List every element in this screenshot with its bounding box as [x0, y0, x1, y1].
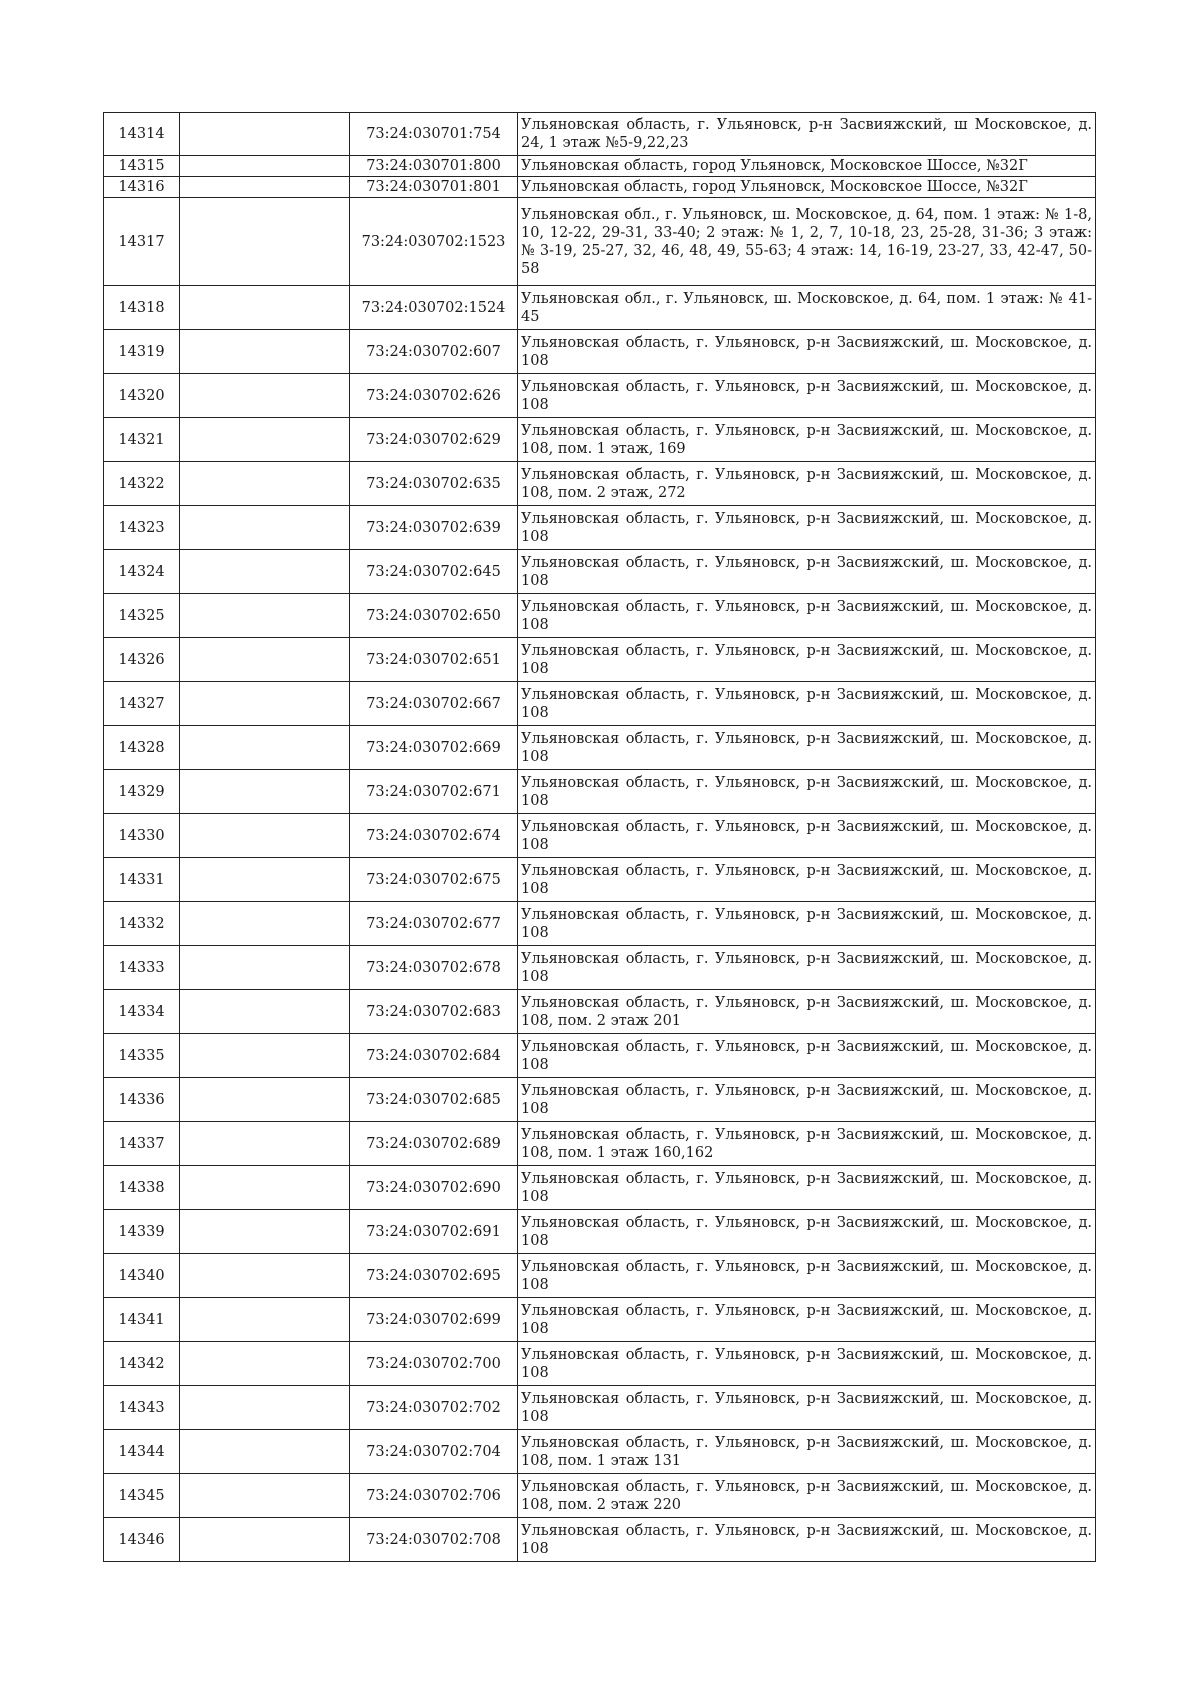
table-row: [104, 1342, 1096, 1386]
owner-cell: [180, 814, 350, 858]
row-number-cell: 14317: [104, 198, 180, 286]
cadastral-number-cell: 73:24:030702:699: [350, 1298, 518, 1342]
table-row: [104, 682, 1096, 726]
table-row: [104, 1122, 1096, 1166]
address-cell: Ульяновская область, г. Ульяновск, р-н Засвияжский, ш. Московское, д. 108: [518, 682, 1096, 726]
cadastral-number-cell: 73:24:030701:801: [350, 177, 518, 198]
cadastral-number-cell: 73:24:030702:1524: [350, 286, 518, 330]
row-number-cell: 14344: [104, 1430, 180, 1474]
table-row: [104, 198, 1096, 286]
cadastral-number-cell: 73:24:030702:706: [350, 1474, 518, 1518]
cadastral-number-cell: 73:24:030702:635: [350, 462, 518, 506]
table-row: [104, 156, 1096, 177]
row-number-cell: 14327: [104, 682, 180, 726]
row-number-cell: 14321: [104, 418, 180, 462]
address-cell: Ульяновская область, г. Ульяновск, р-н Засвияжский, ш. Московское, д. 108, пом. 1 этаж 160,162: [518, 1122, 1096, 1166]
row-number-cell: 14315: [104, 156, 180, 177]
cadastral-number-cell: 73:24:030702:675: [350, 858, 518, 902]
row-number-cell: 14322: [104, 462, 180, 506]
row-number-cell: 14345: [104, 1474, 180, 1518]
row-number-cell: 14337: [104, 1122, 180, 1166]
table-row: [104, 594, 1096, 638]
cadastral-number-cell: 73:24:030702:689: [350, 1122, 518, 1166]
cadastral-number-cell: 73:24:030702:702: [350, 1386, 518, 1430]
owner-cell: [180, 1122, 350, 1166]
owner-cell: [180, 858, 350, 902]
row-number-cell: 14342: [104, 1342, 180, 1386]
row-number-cell: 14329: [104, 770, 180, 814]
cadastral-number-cell: 73:24:030702:671: [350, 770, 518, 814]
table-row: [104, 506, 1096, 550]
owner-cell: [180, 506, 350, 550]
cadastral-number-cell: 73:24:030702:695: [350, 1254, 518, 1298]
table-row: [104, 1254, 1096, 1298]
cadastral-number-cell: 73:24:030702:645: [350, 550, 518, 594]
address-cell: Ульяновская область, г. Ульяновск, р-н Засвияжский, ш Московское, д. 24, 1 этаж №5-9,22,23: [518, 113, 1096, 156]
address-cell: Ульяновская область, г. Ульяновск, р-н Засвияжский, ш. Московское, д. 108, пом. 2 этаж, 272: [518, 462, 1096, 506]
table-row: [104, 638, 1096, 682]
owner-cell: [180, 1342, 350, 1386]
cadastral-number-cell: 73:24:030702:708: [350, 1518, 518, 1562]
cadastral-number-cell: 73:24:030702:669: [350, 726, 518, 770]
address-cell: Ульяновская область, г. Ульяновск, р-н Засвияжский, ш. Московское, д. 108: [518, 330, 1096, 374]
row-number-cell: 14318: [104, 286, 180, 330]
cadastral-number-cell: 73:24:030702:685: [350, 1078, 518, 1122]
owner-cell: [180, 1298, 350, 1342]
row-number-cell: 14338: [104, 1166, 180, 1210]
table-row: [104, 177, 1096, 198]
owner-cell: [180, 1474, 350, 1518]
address-cell: Ульяновская область, город Ульяновск, Московское Шоссе, №32Г: [518, 177, 1096, 198]
row-number-cell: 14333: [104, 946, 180, 990]
owner-cell: [180, 770, 350, 814]
row-number-cell: 14323: [104, 506, 180, 550]
row-number-cell: 14340: [104, 1254, 180, 1298]
address-cell: Ульяновская область, г. Ульяновск, р-н Засвияжский, ш. Московское, д. 108: [518, 1034, 1096, 1078]
row-number-cell: 14316: [104, 177, 180, 198]
cadastral-number-cell: 73:24:030702:651: [350, 638, 518, 682]
owner-cell: [180, 113, 350, 156]
cadastral-number-cell: 73:24:030702:691: [350, 1210, 518, 1254]
row-number-cell: 14336: [104, 1078, 180, 1122]
owner-cell: [180, 1386, 350, 1430]
table-row: [104, 286, 1096, 330]
cadastral-number-cell: 73:24:030702:1523: [350, 198, 518, 286]
row-number-cell: 14325: [104, 594, 180, 638]
owner-cell: [180, 1078, 350, 1122]
table-row: [104, 113, 1096, 156]
cadastral-number-cell: 73:24:030702:650: [350, 594, 518, 638]
address-cell: Ульяновская область, г. Ульяновск, р-н Засвияжский, ш. Московское, д. 108: [518, 1254, 1096, 1298]
table-row: [104, 902, 1096, 946]
owner-cell: [180, 1254, 350, 1298]
address-cell: Ульяновская область, г. Ульяновск, р-н Засвияжский, ш. Московское, д. 108: [518, 374, 1096, 418]
owner-cell: [180, 286, 350, 330]
table-row: [104, 1430, 1096, 1474]
address-cell: Ульяновская обл., г. Ульяновск, ш. Московское, д. 64, пом. 1 этаж: № 41-45: [518, 286, 1096, 330]
table-row: [104, 770, 1096, 814]
owner-cell: [180, 726, 350, 770]
address-cell: Ульяновская область, г. Ульяновск, р-н Засвияжский, ш. Московское, д. 108: [518, 1166, 1096, 1210]
address-cell: Ульяновская область, г. Ульяновск, р-н Засвияжский, ш. Московское, д. 108: [518, 594, 1096, 638]
owner-cell: [180, 1166, 350, 1210]
owner-cell: [180, 156, 350, 177]
address-cell: Ульяновская область, г. Ульяновск, р-н Засвияжский, ш. Московское, д. 108: [518, 770, 1096, 814]
owner-cell: [180, 418, 350, 462]
table-row: [104, 1078, 1096, 1122]
owner-cell: [180, 946, 350, 990]
table-row: [104, 990, 1096, 1034]
owner-cell: [180, 1210, 350, 1254]
table-row: [104, 462, 1096, 506]
cadastral-number-cell: 73:24:030702:674: [350, 814, 518, 858]
table-row: [104, 550, 1096, 594]
owner-cell: [180, 594, 350, 638]
table-row: [104, 1166, 1096, 1210]
cadastral-number-cell: 73:24:030702:678: [350, 946, 518, 990]
row-number-cell: 14326: [104, 638, 180, 682]
address-cell: Ульяновская область, г. Ульяновск, р-н Засвияжский, ш. Московское, д. 108: [518, 858, 1096, 902]
cadastral-number-cell: 73:24:030701:800: [350, 156, 518, 177]
owner-cell: [180, 550, 350, 594]
cadastral-number-cell: 73:24:030702:690: [350, 1166, 518, 1210]
cadastral-number-cell: 73:24:030702:677: [350, 902, 518, 946]
row-number-cell: 14332: [104, 902, 180, 946]
row-number-cell: 14339: [104, 1210, 180, 1254]
owner-cell: [180, 374, 350, 418]
owner-cell: [180, 682, 350, 726]
cadastral-number-cell: 73:24:030702:684: [350, 1034, 518, 1078]
row-number-cell: 14320: [104, 374, 180, 418]
row-number-cell: 14324: [104, 550, 180, 594]
row-number-cell: 14343: [104, 1386, 180, 1430]
row-number-cell: 14314: [104, 113, 180, 156]
table-row: [104, 1518, 1096, 1562]
address-cell: Ульяновская область, г. Ульяновск, р-н Засвияжский, ш. Московское, д. 108: [518, 506, 1096, 550]
table-row: [104, 814, 1096, 858]
address-cell: Ульяновская область, г. Ульяновск, р-н Засвияжский, ш. Московское, д. 108: [518, 1342, 1096, 1386]
address-cell: Ульяновская область, г. Ульяновск, р-н Засвияжский, ш. Московское, д. 108: [518, 726, 1096, 770]
table-row: [104, 1298, 1096, 1342]
row-number-cell: 14328: [104, 726, 180, 770]
owner-cell: [180, 902, 350, 946]
row-number-cell: 14334: [104, 990, 180, 1034]
table-row: [104, 1210, 1096, 1254]
address-cell: Ульяновская область, г. Ульяновск, р-н Засвияжский, ш. Московское, д. 108, пом. 1 этаж, 169: [518, 418, 1096, 462]
cadastral-number-cell: 73:24:030702:683: [350, 990, 518, 1034]
owner-cell: [180, 462, 350, 506]
row-number-cell: 14346: [104, 1518, 180, 1562]
cadastral-number-cell: 73:24:030702:629: [350, 418, 518, 462]
address-cell: Ульяновская область, г. Ульяновск, р-н Засвияжский, ш. Московское, д. 108: [518, 902, 1096, 946]
cadastral-number-cell: 73:24:030702:639: [350, 506, 518, 550]
cadastral-number-cell: 73:24:030702:667: [350, 682, 518, 726]
address-cell: Ульяновская область, г. Ульяновск, р-н Засвияжский, ш. Московское, д. 108, пом. 2 этаж 201: [518, 990, 1096, 1034]
address-cell: Ульяновская область, г. Ульяновск, р-н Засвияжский, ш. Московское, д. 108: [518, 1078, 1096, 1122]
cadastral-number-cell: 73:24:030702:607: [350, 330, 518, 374]
address-cell: Ульяновская область, г. Ульяновск, р-н Засвияжский, ш. Московское, д. 108: [518, 638, 1096, 682]
row-number-cell: 14331: [104, 858, 180, 902]
address-cell: Ульяновская область, город Ульяновск, Московское Шоссе, №32Г: [518, 156, 1096, 177]
table-row: [104, 418, 1096, 462]
owner-cell: [180, 1430, 350, 1474]
table-row: [104, 374, 1096, 418]
table-row: [104, 1386, 1096, 1430]
address-cell: Ульяновская область, г. Ульяновск, р-н Засвияжский, ш. Московское, д. 108: [518, 946, 1096, 990]
cadastral-number-cell: 73:24:030702:626: [350, 374, 518, 418]
row-number-cell: 14330: [104, 814, 180, 858]
table-row: [104, 858, 1096, 902]
address-cell: Ульяновская область, г. Ульяновск, р-н Засвияжский, ш. Московское, д. 108: [518, 1386, 1096, 1430]
address-cell: Ульяновская область, г. Ульяновск, р-н Засвияжский, ш. Московское, д. 108: [518, 1298, 1096, 1342]
row-number-cell: 14319: [104, 330, 180, 374]
property-registry-table: [103, 112, 1096, 1562]
cadastral-number-cell: 73:24:030701:754: [350, 113, 518, 156]
owner-cell: [180, 1518, 350, 1562]
address-cell: Ульяновская область, г. Ульяновск, р-н Засвияжский, ш. Московское, д. 108: [518, 1518, 1096, 1562]
address-cell: Ульяновская обл., г. Ульяновск, ш. Московское, д. 64, пом. 1 этаж: № 1-8, 10, 12-22, 29-31, 33-40; 2 этаж: № 1, 2, 7, 10-18, 23, 25-28, 31-36; 3 этаж: № 3-19, 25-27, 32, 46, 48, 49, 55-63; 4 этаж: 14, 16-19, 23-27, 33, 42-47, 50-58: [518, 198, 1096, 286]
row-number-cell: 14335: [104, 1034, 180, 1078]
address-cell: Ульяновская область, г. Ульяновск, р-н Засвияжский, ш. Московское, д. 108: [518, 814, 1096, 858]
registry-table-body: [104, 113, 1096, 1562]
owner-cell: [180, 1034, 350, 1078]
owner-cell: [180, 330, 350, 374]
address-cell: Ульяновская область, г. Ульяновск, р-н Засвияжский, ш. Московское, д. 108: [518, 550, 1096, 594]
owner-cell: [180, 990, 350, 1034]
owner-cell: [180, 198, 350, 286]
cadastral-number-cell: 73:24:030702:704: [350, 1430, 518, 1474]
address-cell: Ульяновская область, г. Ульяновск, р-н Засвияжский, ш. Московское, д. 108, пом. 2 этаж 220: [518, 1474, 1096, 1518]
table-row: [104, 946, 1096, 990]
table-row: [104, 1474, 1096, 1518]
address-cell: Ульяновская область, г. Ульяновск, р-н Засвияжский, ш. Московское, д. 108: [518, 1210, 1096, 1254]
table-row: [104, 330, 1096, 374]
table-row: [104, 726, 1096, 770]
table-row: [104, 1034, 1096, 1078]
address-cell: Ульяновская область, г. Ульяновск, р-н Засвияжский, ш. Московское, д. 108, пом. 1 этаж 131: [518, 1430, 1096, 1474]
owner-cell: [180, 177, 350, 198]
cadastral-number-cell: 73:24:030702:700: [350, 1342, 518, 1386]
owner-cell: [180, 638, 350, 682]
row-number-cell: 14341: [104, 1298, 180, 1342]
